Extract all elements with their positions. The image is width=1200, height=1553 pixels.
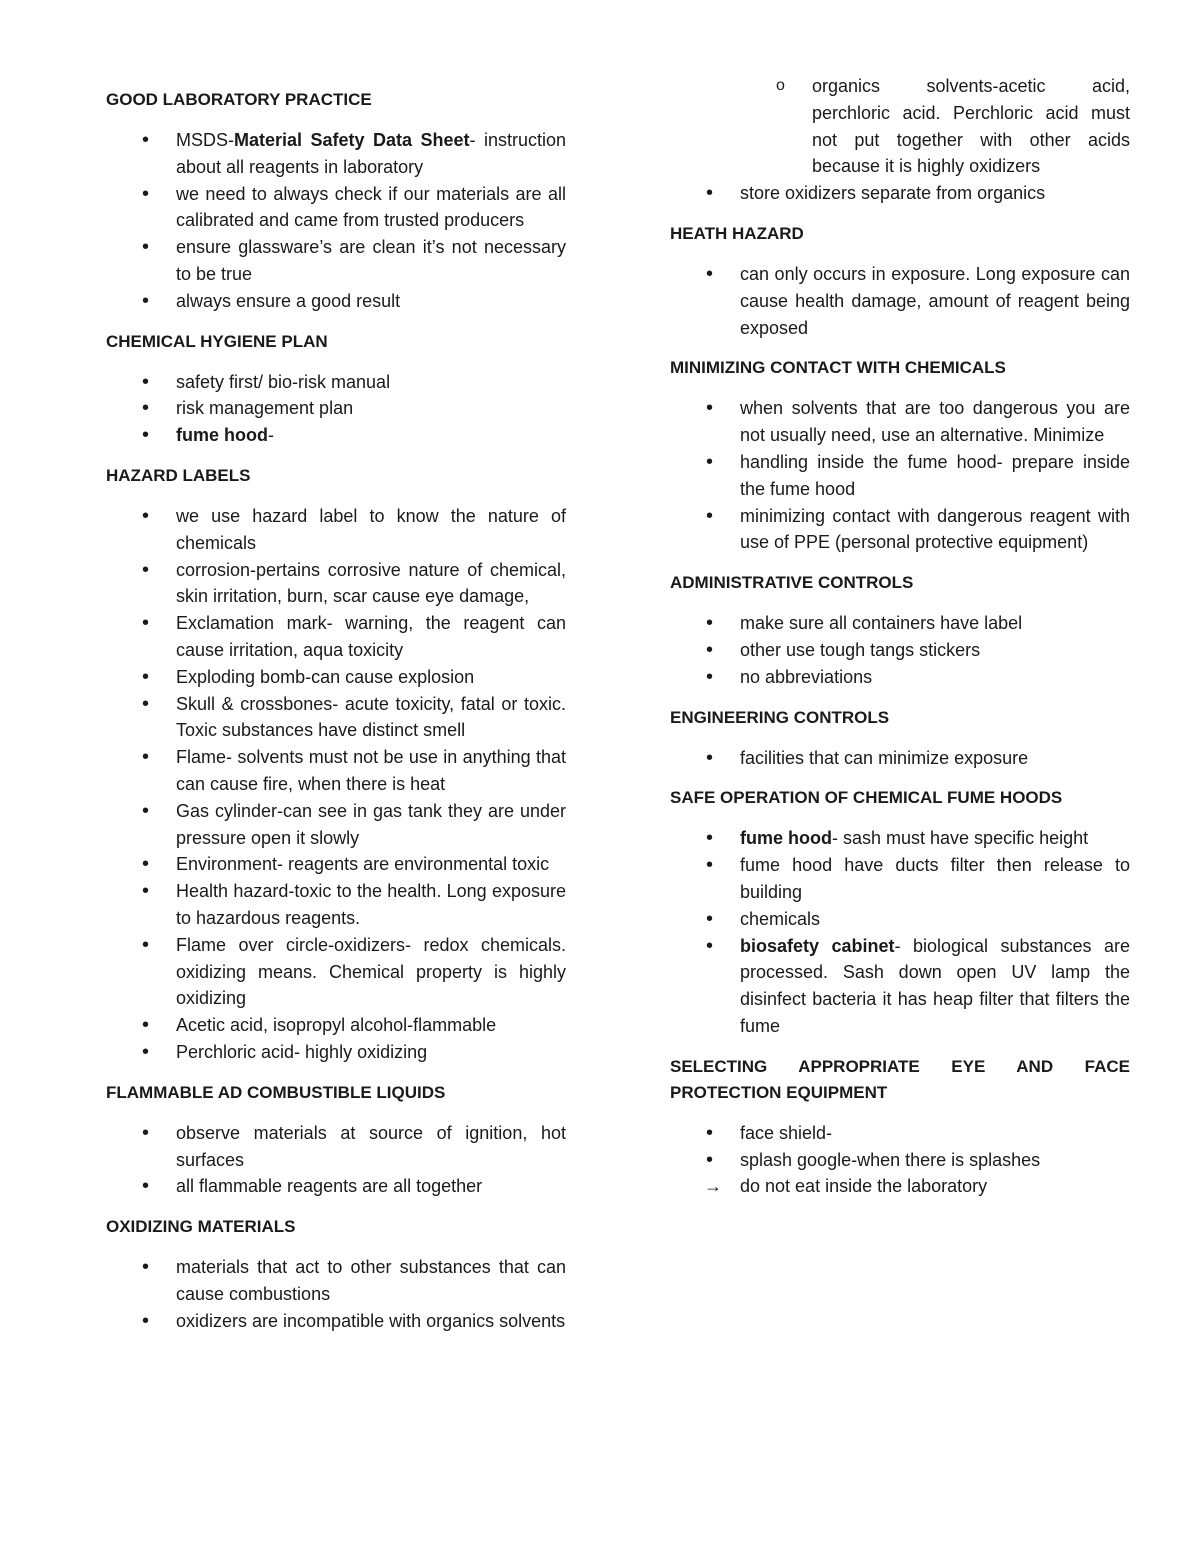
- section-heading-administrative-controls: ADMINISTRATIVE CONTROLS: [670, 573, 914, 593]
- item-text-bold: biosafety cabinet: [740, 935, 895, 956]
- list-item: [106, 798, 566, 852]
- section-heading-hazard-labels: HAZARD LABELS: [106, 465, 251, 485]
- bullet-icon: •: [142, 289, 150, 312]
- bullet-icon: •: [142, 799, 150, 822]
- list-item: [106, 395, 566, 422]
- list-item: [670, 1173, 1130, 1200]
- list-item: [670, 1120, 1130, 1147]
- section-heading-heath-hazard: HEATH HAZARD: [670, 223, 804, 243]
- bullet-icon: •: [706, 450, 714, 473]
- item-text-bold: Material Safety Data Sheet: [234, 130, 470, 150]
- item-text: no abbreviations: [740, 666, 873, 687]
- list-item: [670, 449, 1130, 503]
- item-text: Health hazard-toxic to the health. Long exposure to hazardous reagents.: [176, 881, 566, 928]
- bullet-icon: •: [142, 1309, 150, 1332]
- bullet-icon: •: [706, 854, 714, 877]
- list-item: [106, 1254, 566, 1308]
- section-heading-chemical-hygiene-plan: CHEMICAL HYGIENE PLAN: [106, 331, 328, 351]
- bullet-icon: •: [142, 504, 150, 527]
- item-text: corrosion-pertains corrosive nature of chemical, skin irritation, burn, scar cause eye damage,: [176, 559, 566, 607]
- flammable-liquids-list: [106, 1120, 566, 1200]
- item-text: splash google-when there is splashes: [740, 1149, 1041, 1170]
- list-item: [106, 369, 566, 396]
- list-item: [106, 1120, 566, 1174]
- list-item: [106, 1308, 566, 1335]
- list-item: [106, 664, 566, 691]
- item-text-bold: fume hood: [740, 828, 832, 849]
- bullet-icon: •: [142, 1121, 150, 1144]
- list-item: [106, 878, 566, 932]
- section-heading-minimizing-contact: MINIMIZING CONTACT WITH CHEMICALS: [670, 358, 1006, 378]
- list-item: [670, 825, 1130, 852]
- list-item: [106, 691, 566, 745]
- item-text-prefix: MSDS-: [176, 130, 234, 150]
- item-text: Flame- solvents must not be use in anything that can cause fire, when there is heat: [176, 747, 566, 794]
- list-item: [106, 851, 566, 878]
- list-item: [106, 127, 566, 181]
- bullet-icon: •: [706, 827, 714, 850]
- bullet-icon: •: [706, 397, 714, 420]
- item-text: facilities that can minimize exposure: [740, 747, 1029, 768]
- bullet-icon: •: [706, 612, 714, 635]
- bullet-icon: •: [142, 236, 150, 259]
- item-text: can only occurs in exposure. Long exposure can cause health damage, amount of reagent being exposed: [740, 263, 1130, 338]
- bullet-icon: •: [142, 933, 150, 956]
- bullet-icon: •: [706, 907, 714, 930]
- fume-hoods-list: [670, 825, 1130, 1039]
- item-text: organics solvents-acetic acid, perchloric acid. Perchloric acid must not put together with other acids because it is highly oxidizers: [812, 76, 1130, 177]
- item-text: Acetic acid, isopropyl alcohol-flammable: [176, 1015, 497, 1036]
- item-text-bold: fume hood: [176, 425, 268, 446]
- section-heading-eye-face-protection: SELECTING APPROPRIATE EYE AND FACE PROTECTION EQUIPMENT: [670, 1056, 1130, 1102]
- list-item: [670, 180, 1130, 207]
- item-text-suffix: -: [268, 425, 274, 446]
- item-text-suffix: - sash must have specific height: [832, 828, 1089, 849]
- bullet-icon: •: [142, 692, 150, 715]
- bullet-icon: •: [142, 880, 150, 903]
- arrow-right-icon: →: [704, 1176, 722, 1197]
- good-laboratory-practice-list: [106, 127, 566, 315]
- oxidizing-sub-list: [670, 73, 1130, 180]
- bullet-icon: •: [706, 1148, 714, 1171]
- bullet-icon: •: [706, 934, 714, 957]
- bullet-icon: •: [142, 1175, 150, 1198]
- item-text: face shield-: [740, 1122, 833, 1143]
- list-item: [670, 664, 1130, 691]
- bullet-icon: •: [142, 665, 150, 688]
- item-text: when solvents that are too dangerous you are not usually need, use an alternative. Minimize: [740, 398, 1130, 446]
- item-text-suffix: - instruction about all reagents in laboratory: [176, 130, 566, 177]
- list-item: [106, 610, 566, 664]
- bullet-icon: •: [706, 504, 714, 527]
- list-item: [670, 637, 1130, 664]
- item-text-suffix: - biological substances are processed. Sash down open UV lamp the disinfect bacteria it has heap filter that filters the fume: [740, 935, 1130, 1036]
- hazard-labels-list: [106, 503, 566, 1066]
- item-text: Exploding bomb-can cause explosion: [176, 666, 475, 687]
- list-item: [670, 852, 1130, 906]
- bullet-icon: •: [142, 129, 150, 151]
- right-column: [670, 73, 1130, 1214]
- sub-list-item: [670, 73, 1130, 180]
- section-heading-engineering-controls: ENGINEERING CONTROLS: [670, 707, 890, 727]
- list-item: [670, 395, 1130, 449]
- chemical-hygiene-plan-list: [106, 369, 566, 449]
- list-item: [106, 503, 566, 557]
- item-text: other use tough tangs stickers: [740, 639, 981, 660]
- list-item: [670, 1147, 1130, 1174]
- item-text: make sure all containers have label: [740, 613, 1023, 634]
- item-text: Gas cylinder-can see in gas tank they are under pressure open it slowly: [176, 800, 566, 848]
- item-text: Flame over circle-oxidizers- redox chemicals. oxidizing means. Chemical property is highly oxidizing: [176, 934, 566, 1009]
- list-item: [106, 1039, 566, 1066]
- heath-hazard-list: [670, 261, 1130, 341]
- item-text: observe materials at source of ignition, hot surfaces: [176, 1122, 566, 1170]
- list-item: [670, 745, 1130, 772]
- eye-face-protection-list: [670, 1120, 1130, 1200]
- list-item: [106, 422, 566, 449]
- bullet-icon: •: [142, 853, 150, 876]
- item-text: fume hood have ducts filter then release to building: [740, 855, 1130, 902]
- bullet-icon: •: [142, 746, 150, 769]
- item-text: handling inside the fume hood- prepare inside the fume hood: [740, 451, 1130, 499]
- bullet-icon: •: [142, 397, 150, 420]
- bullet-icon: •: [142, 424, 150, 447]
- oxidizing-continued-list: [670, 180, 1130, 207]
- bullet-icon: •: [706, 262, 714, 285]
- item-text: safety first/ bio-risk manual: [176, 371, 391, 392]
- item-text: materials that act to other substances that can cause combustions: [176, 1257, 566, 1304]
- item-text: Perchloric acid- highly oxidizing: [176, 1041, 428, 1062]
- section-heading-good-laboratory-practice: GOOD LABORATORY PRACTICE: [106, 90, 372, 109]
- list-item: [670, 261, 1130, 341]
- item-text: we need to always check if our materials are all calibrated and came from trusted producers: [176, 183, 566, 231]
- item-text: always ensure a good result: [176, 290, 401, 311]
- item-text: do not eat inside the laboratory: [740, 1176, 988, 1197]
- engineering-controls-list: [670, 745, 1130, 772]
- left-column: [106, 87, 566, 1348]
- minimizing-contact-list: [670, 395, 1130, 556]
- list-item: [106, 181, 566, 235]
- bullet-icon: •: [142, 1040, 150, 1063]
- list-item: [106, 234, 566, 288]
- item-text: all flammable reagents are all together: [176, 1176, 483, 1197]
- list-item: [670, 503, 1130, 557]
- item-text: Exclamation mark- warning, the reagent can cause irritation, aqua toxicity: [176, 613, 566, 660]
- bullet-icon: •: [142, 182, 150, 205]
- item-text: risk management plan: [176, 398, 354, 419]
- bullet-icon: •: [706, 665, 714, 688]
- bullet-icon: •: [706, 1121, 714, 1144]
- bullet-icon: •: [142, 1014, 150, 1037]
- item-text: Environment- reagents are environmental toxic: [176, 854, 550, 875]
- list-item: [106, 1173, 566, 1200]
- list-item: [670, 610, 1130, 637]
- bullet-icon: •: [706, 746, 714, 769]
- item-text: Skull & crossbones- acute toxicity, fatal or toxic. Toxic substances have distinct smell: [176, 693, 566, 741]
- list-item: [106, 744, 566, 798]
- list-item: [670, 906, 1130, 933]
- list-item: [670, 933, 1130, 1040]
- item-text: store oxidizers separate from organics: [740, 183, 1046, 204]
- list-item: [106, 557, 566, 611]
- item-text: we use hazard label to know the nature of chemicals: [176, 505, 566, 553]
- list-item: [106, 288, 566, 315]
- section-heading-oxidizing-materials: OXIDIZING MATERIALS: [106, 1217, 296, 1237]
- administrative-controls-list: [670, 610, 1130, 690]
- bullet-icon: •: [142, 1256, 150, 1279]
- item-text: chemicals: [740, 908, 821, 929]
- section-heading-flammable-liquids: FLAMMABLE AD COMBUSTIBLE LIQUIDS: [106, 1082, 446, 1102]
- list-item: [106, 1012, 566, 1039]
- list-item: [106, 932, 566, 1012]
- item-text: oxidizers are incompatible with organics solvents: [176, 1310, 566, 1331]
- circle-bullet-icon: o: [776, 77, 785, 94]
- bullet-icon: •: [706, 638, 714, 661]
- bullet-icon: •: [142, 370, 150, 393]
- section-heading-fume-hoods: SAFE OPERATION OF CHEMICAL FUME HOODS: [670, 788, 1063, 808]
- oxidizing-materials-list: [106, 1254, 566, 1334]
- item-text: minimizing contact with dangerous reagent with use of PPE (personal protective equipment): [740, 505, 1130, 553]
- item-text: ensure glassware’s are clean it’s not necessary to be true: [176, 237, 566, 284]
- bullet-icon: •: [706, 182, 714, 205]
- bullet-icon: •: [142, 558, 150, 581]
- bullet-icon: •: [142, 612, 150, 635]
